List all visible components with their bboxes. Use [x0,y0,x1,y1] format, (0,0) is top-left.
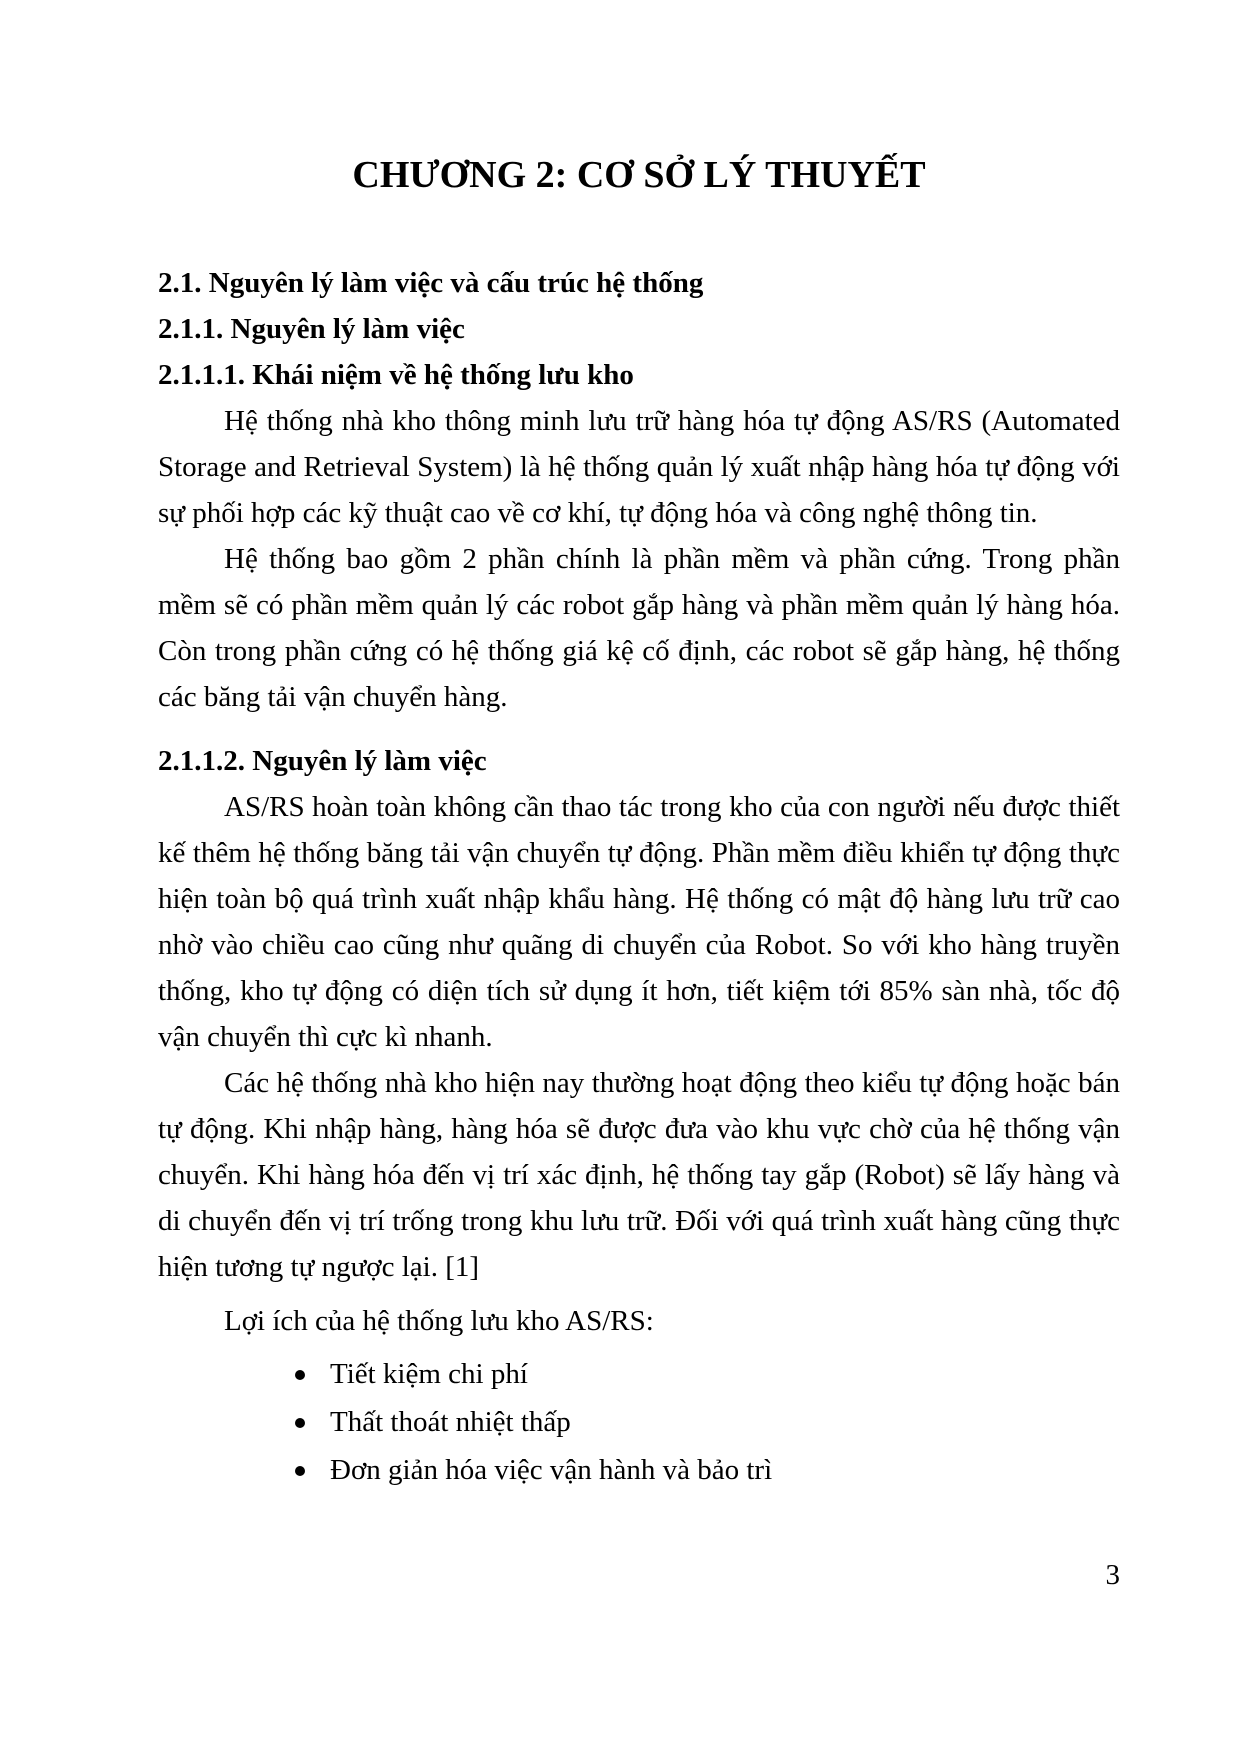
heading-2-1: 2.1. Nguyên lý làm việc và cấu trúc hệ thống [158,267,704,299]
benefits-list [158,1350,1120,1494]
paragraph-working-principle: AS/RS hoàn toàn không cần thao tác trong kho của con người nếu được thiết kế thêm hệ thống băng tải vận chuyển tự động. Phần mềm điều khiển tự động thực hiện toàn bộ quá trình xuất nhập khẩu hàng. Hệ thống có mật độ hàng lưu trữ cao nhờ vào chiều cao cũng như quãng di chuyển của Robot. So với kho hàng truyền thống, kho tự động có diện tích sử dụng ít hơn, tiết kiệm tới 85% sàn nhà, tốc độ vận chuyển thì cực kì nhanh. [158,791,1120,1053]
list-item [158,1398,1120,1446]
bullet-icon [295,1418,305,1428]
paragraph-asrs-definition: Hệ thống nhà kho thông minh lưu trữ hàng hóa tự động AS/RS (Automated Storage and Retrieval System) là hệ thống quản lý xuất nhập hàng hóa tự động với sự phối hợp các kỹ thuật cao về cơ khí, tự động hóa và công nghệ thông tin. [158,405,1120,529]
paragraph-warehouse-operation: Các hệ thống nhà kho hiện nay thường hoạt động theo kiểu tự động hoặc bán tự động. Khi nhập hàng, hàng hóa sẽ được đưa vào khu vực chờ của hệ thống vận chuyển. Khi hàng hóa đến vị trí xác định, hệ thống tay gắp (Robot) sẽ lấy hàng và di chuyển đến vị trí trống trong khu lưu trữ. Đối với quá trình xuất hàng cũng thực hiện tương tự ngược lại. [1] [158,1067,1120,1283]
paragraph-system-parts: Hệ thống bao gồm 2 phần chính là phần mềm và phần cứng. Trong phần mềm sẽ có phần mềm quản lý các robot gắp hàng và phần mềm quản lý hàng hóa. Còn trong phần cứng có hệ thống giá kệ cố định, các robot sẽ gắp hàng, hệ thống các băng tải vận chuyển hàng. [158,543,1120,713]
page-number: 3 [1105,1559,1120,1591]
list-item-text: Đơn giản hóa việc vận hành và bảo trì [330,1454,773,1486]
list-item [158,1446,1120,1494]
page-content [158,150,1120,1494]
list-item-text: Thất thoát nhiệt thấp [330,1406,571,1438]
bullet-icon [295,1466,305,1476]
heading-2-1-1-1: 2.1.1.1. Khái niệm về hệ thống lưu kho [158,359,634,391]
chapter-title: CHƯƠNG 2: CƠ SỞ LÝ THUYẾT [352,154,926,196]
heading-2-1-1-2: 2.1.1.2. Nguyên lý làm việc [158,745,487,777]
bullet-icon [295,1370,305,1380]
list-item-text: Tiết kiệm chi phí [330,1358,528,1390]
benefits-list-intro: Lợi ích của hệ thống lưu kho AS/RS: [224,1305,654,1337]
list-item [158,1350,1120,1398]
heading-2-1-1: 2.1.1. Nguyên lý làm việc [158,313,465,345]
